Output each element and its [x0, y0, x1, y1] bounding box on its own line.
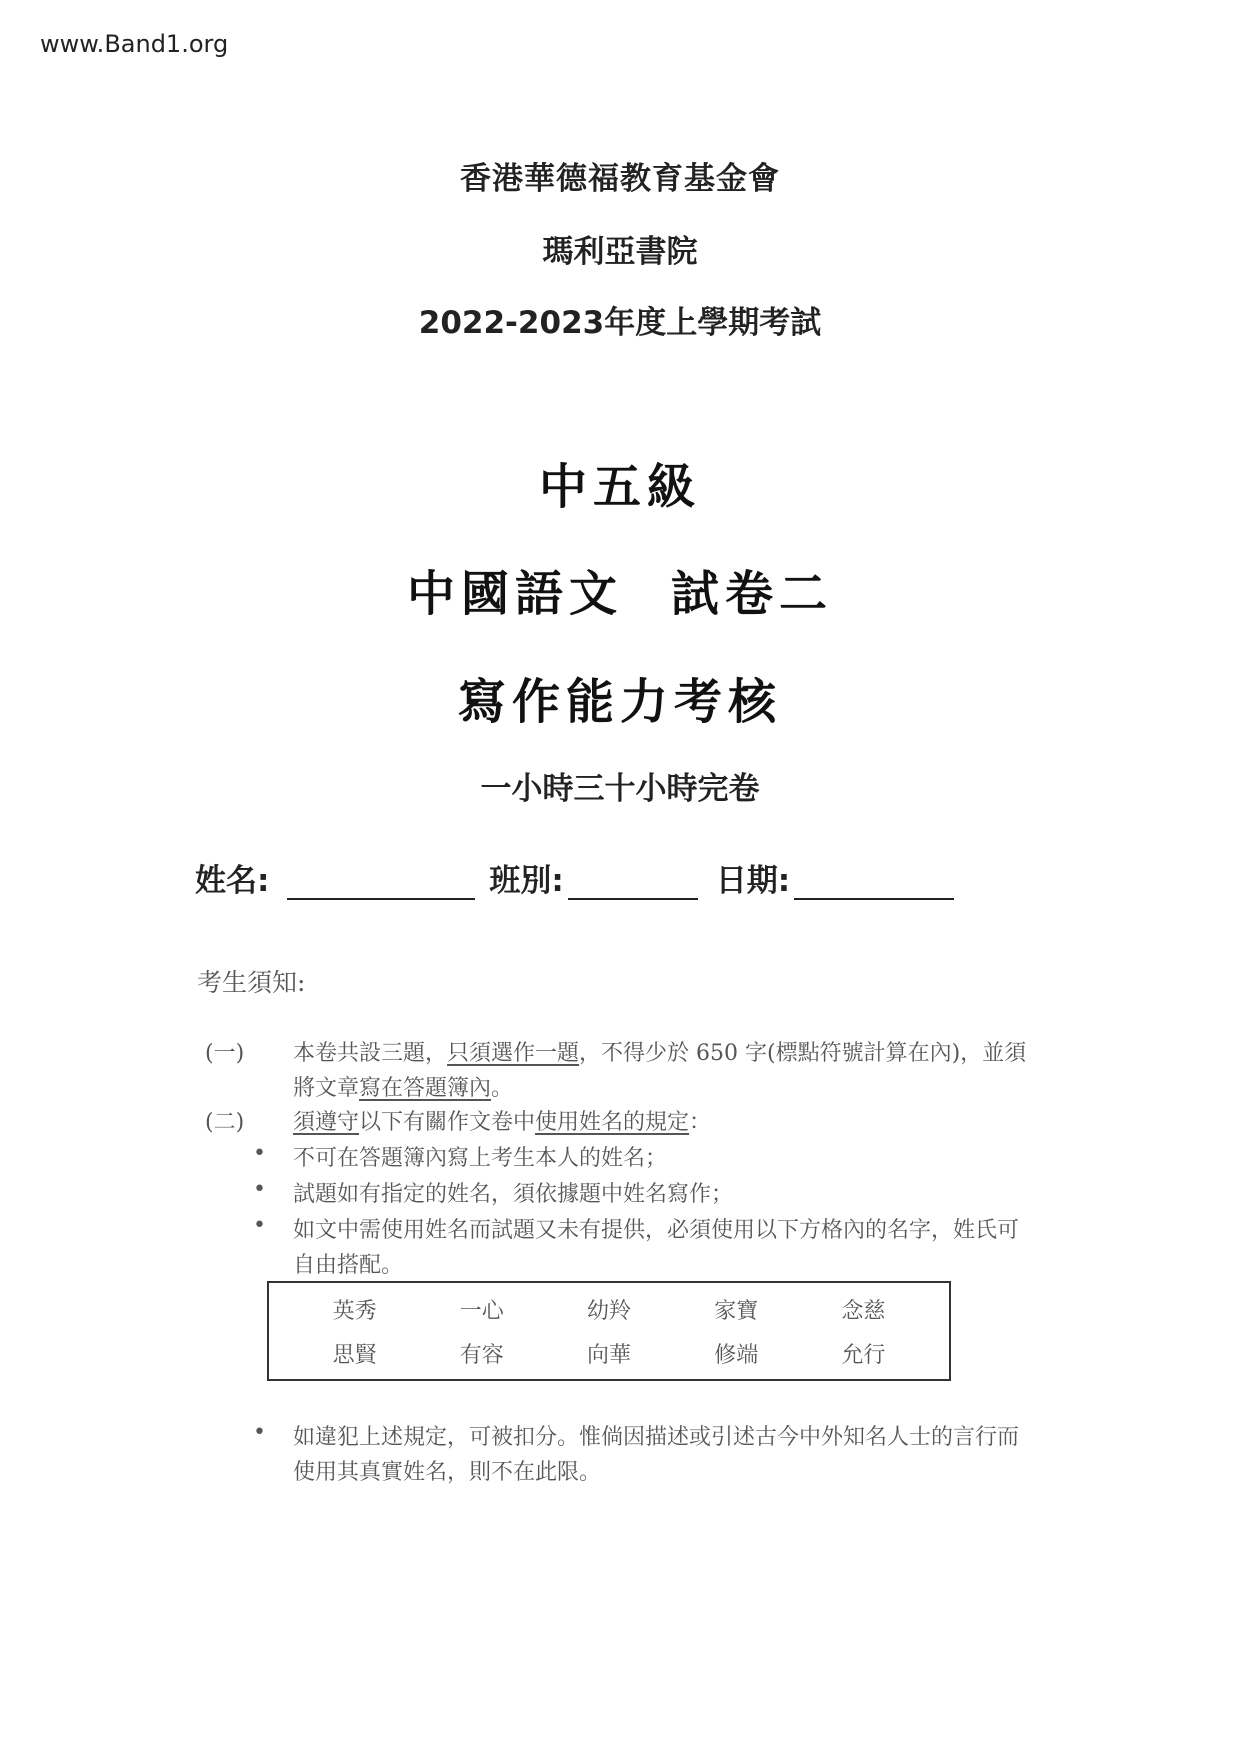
bullet-icon: •	[253, 1177, 266, 1202]
permitted-name: 修端	[714, 1342, 759, 1368]
bullet-icon: •	[253, 1213, 266, 1238]
permitted-name: 英秀	[332, 1298, 377, 1324]
notice-title: 考生須知:	[197, 968, 306, 997]
name-label: 姓名:	[195, 863, 270, 899]
subject-line	[0, 555, 1240, 624]
date-blank[interactable]	[794, 868, 954, 900]
permitted-names-box	[267, 1281, 951, 1381]
permitted-name: 家寶	[714, 1298, 759, 1324]
student-info-fields	[195, 855, 954, 900]
subject-title: 中國語文	[406, 566, 623, 622]
name-blank[interactable]	[287, 868, 475, 900]
item-text: 本卷共設三題，只須選作一題，不得少於 650 字(標點符號計算在內)，並須將文章寫在答題簿內。	[293, 1041, 1027, 1101]
item-text: 須遵守以下有關作文卷中使用姓名的規定：	[293, 1110, 712, 1135]
permitted-name: 向華	[586, 1342, 631, 1368]
underlined-text: 寫在答題簿內	[359, 1076, 492, 1101]
paper-title: 試卷二	[671, 566, 834, 622]
school-name: 瑪利亞書院	[542, 234, 698, 270]
underlined-text: 使用姓名的規定	[535, 1110, 690, 1135]
rule-text: 試題如有指定的姓名，須依據題中姓名寫作；	[293, 1182, 734, 1207]
foundation-name: 香港華德福教育基金會	[460, 161, 780, 197]
underlined-text: 須遵守	[293, 1110, 360, 1135]
grade-title: 中五級	[538, 459, 701, 515]
bullet-icon: •	[253, 1141, 266, 1166]
class-blank[interactable]	[568, 868, 698, 900]
permitted-name: 念慈	[841, 1298, 886, 1324]
bullet-icon: •	[253, 1420, 266, 1445]
rule-text: 如文中需使用姓名而試題又未有提供，必須使用以下方格內的名字，姓氏可自由搭配。	[293, 1218, 1020, 1278]
rule-text: 如違犯上述規定，可被扣分。惟倘因描述或引述古今中外知名人士的言行而使用其真實姓名，則不在此限。	[293, 1425, 1020, 1485]
section-title: 寫作能力考核	[457, 674, 782, 730]
exam-title: 2022-2023年度上學期考試	[418, 305, 822, 341]
permitted-name: 幼羚	[586, 1298, 631, 1324]
underlined-text: 只須選作一題	[447, 1041, 580, 1066]
date-label: 日期:	[715, 863, 791, 899]
item-number: (一)	[205, 1041, 245, 1066]
permitted-name: 有容	[459, 1342, 504, 1368]
watermark-url: www.Band1.org	[40, 30, 229, 58]
item-number: (二)	[205, 1110, 245, 1135]
permitted-name: 思賢	[332, 1342, 377, 1368]
permitted-name: 允行	[841, 1342, 886, 1368]
exam-duration: 一小時三十小時完卷	[480, 771, 760, 807]
permitted-name: 一心	[459, 1298, 504, 1324]
rule-text: 不可在答題簿內寫上考生本人的姓名；	[293, 1146, 668, 1171]
class-label: 班別:	[489, 863, 564, 899]
